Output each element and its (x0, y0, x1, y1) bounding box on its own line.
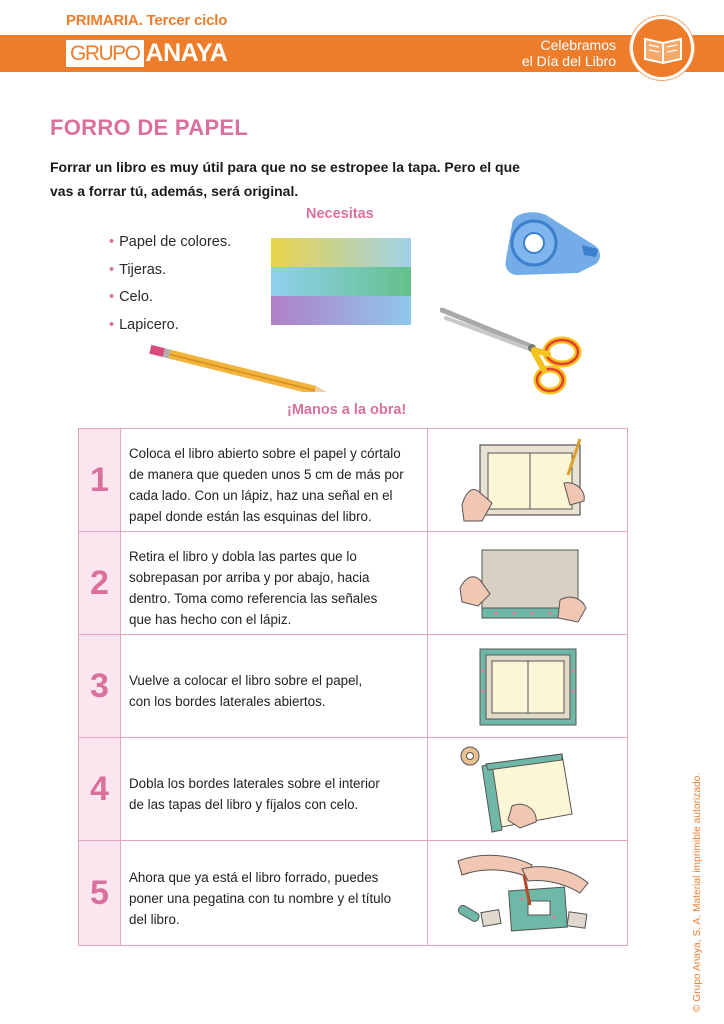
step-illustration (428, 429, 627, 531)
step-number: 3 (79, 635, 121, 737)
step-text (121, 532, 428, 634)
needs-heading: Necesitas (306, 206, 374, 222)
bullet: • (109, 261, 115, 278)
series-badge (630, 16, 694, 80)
step-illustration (428, 635, 627, 737)
step-number: 4 (79, 738, 121, 840)
material-label: Lapicero. (119, 316, 179, 333)
series-title (522, 37, 616, 69)
steps-table (78, 428, 628, 946)
step-line: con los bordes laterales abiertos. (129, 694, 326, 709)
folding-paper-illustration (452, 538, 592, 628)
step-line: Coloca el libro abierto sobre el papel y córtalo (129, 446, 401, 461)
materials-list (109, 232, 231, 342)
step-line: que has hecho con el lápiz. (129, 612, 292, 627)
material-label: Tijeras. (119, 261, 167, 278)
list-item (109, 260, 231, 288)
book-on-paper-illustration (452, 435, 592, 525)
step-illustration (428, 738, 627, 840)
step-line: poner una pegatina con tu nombre y el título (129, 890, 392, 906)
step-line: Vuelve a colocar el libro sobre el papel, (129, 673, 363, 688)
intro-text: Forrar un libro es muy útil para que no se estropee la tapa. Pero el que vas a forrar tú, además, será original. (50, 159, 520, 199)
step-number: 5 (79, 841, 121, 945)
step-row (79, 841, 627, 945)
step-illustration (428, 841, 627, 945)
publisher-logo (66, 40, 227, 67)
bullet: • (109, 289, 115, 305)
list-item (109, 232, 231, 260)
copyright-note: © Grupo Anaya, S. A. Material imprimible autorizado. (692, 772, 703, 1012)
tape-dispenser-illustration (498, 205, 608, 290)
step-text (121, 841, 428, 945)
level-rest: Tercer ciclo (146, 12, 228, 29)
book-on-covered-paper-illustration (452, 641, 592, 731)
logo-grupo: GRUPO (66, 40, 144, 67)
step-line: del libro. (129, 911, 180, 927)
step-row (79, 635, 627, 738)
step-row (79, 429, 627, 532)
step-text (121, 635, 428, 737)
material-label: Papel de colores. (119, 234, 232, 250)
pencil-illustration (148, 342, 343, 392)
series-line-1: Celebramos (540, 37, 616, 53)
taping-edges-illustration (452, 744, 592, 834)
bullet: • (109, 234, 115, 250)
sticker-label-illustration (452, 847, 592, 937)
step-line: de manera que queden unos 5 cm de más por (129, 467, 404, 482)
step-line: sobrepasan por arriba y por abajo, hacia (129, 570, 370, 585)
bullet: • (109, 316, 115, 333)
series-line-2: el Día del Libro (521, 53, 616, 69)
page-title: FORRO DE PAPEL (50, 115, 249, 140)
material-label: Celo. (119, 289, 153, 305)
step-line: Retira el libro y dobla las partes que lo (129, 549, 357, 564)
list-item (109, 287, 231, 315)
step-row (79, 532, 627, 635)
step-number: 2 (79, 532, 121, 634)
logo-anaya: ANAYA (145, 39, 228, 67)
step-line: cada lado. Con un lápiz, haz una señal en el (129, 488, 393, 503)
level-bold: PRIMARIA. (66, 12, 143, 29)
list-item (109, 315, 231, 343)
step-row (79, 738, 627, 841)
level-label (66, 12, 227, 29)
open-book-icon (641, 31, 685, 67)
scissors-illustration (440, 300, 600, 400)
step-line: Dobla los bordes laterales sobre el interior (129, 776, 380, 791)
step-line: dentro. Toma como referencia las señales (129, 591, 378, 606)
colored-paper-illustration (271, 238, 411, 325)
step-number: 1 (79, 429, 121, 531)
step-line: papel donde están las esquinas del libro. (129, 509, 372, 524)
step-text (121, 738, 428, 840)
procedure-heading: ¡Manos a la obra! (287, 402, 407, 418)
step-line: de las tapas del libro y fíjalos con celo. (129, 797, 359, 812)
step-text (121, 429, 428, 531)
step-illustration (428, 532, 627, 634)
step-line: Ahora que ya está el libro forrado, puedes (129, 869, 379, 885)
